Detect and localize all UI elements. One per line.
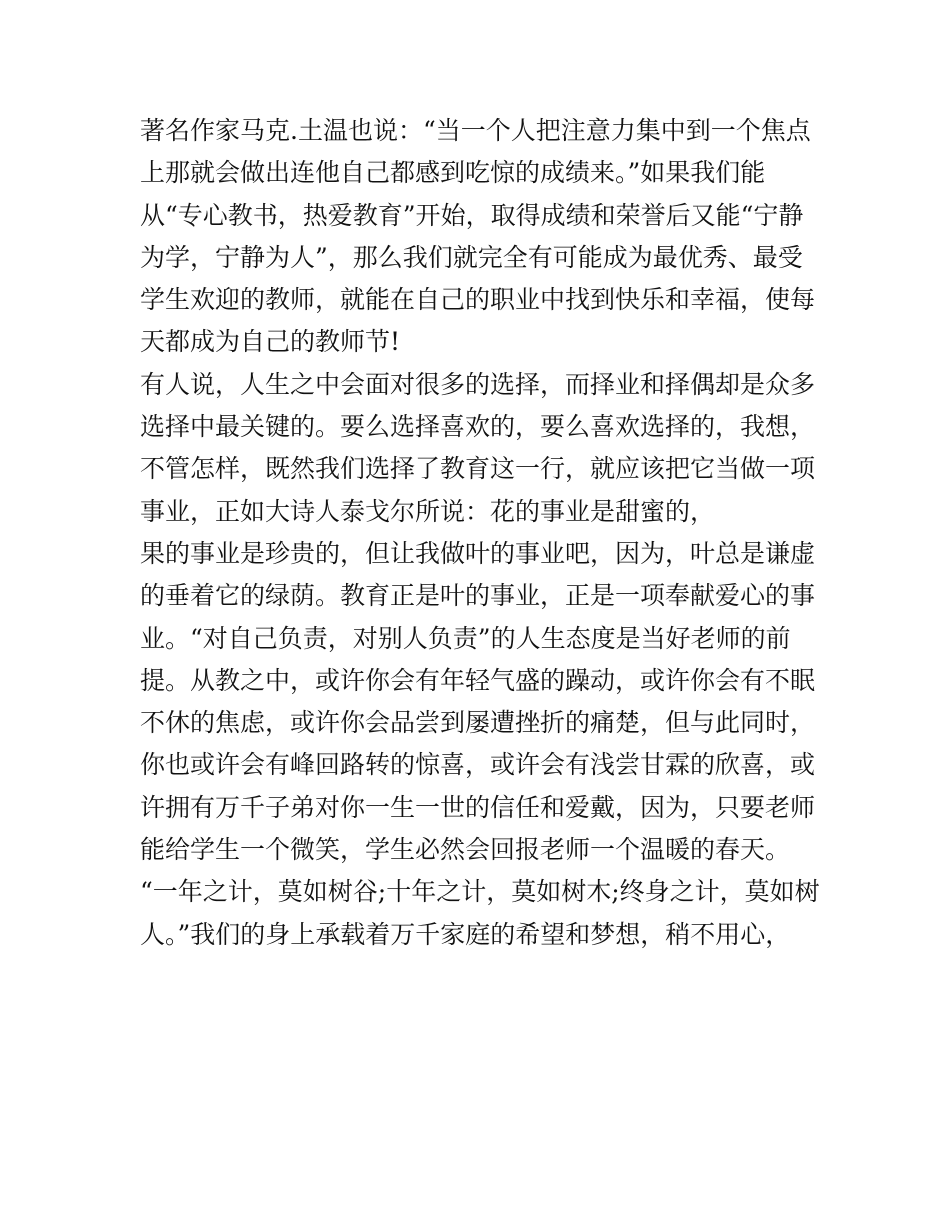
text-line: 你也或许会有峰回路转的惊喜，或许会有浅尝甘霖的欣喜，或 [140,750,816,780]
text-line: 从“专心教书，热爱教育”开始，取得成绩和荣誉后又能“宁静 [140,200,804,230]
text-line: 人。”我们的身上承载着万千家庭的希望和梦想，稍不用心， [140,919,791,949]
text-line: 果的事业是珍贵的，但让我做叶的事业吧，因为，叶总是谦虚 [140,538,816,568]
text-line: 许拥有万千子弟对你一生一世的信任和爱戴，因为，只要老师 [140,792,816,822]
text-line: 事业，正如大诗人泰戈尔所说：花的事业是甜蜜的， [140,496,716,526]
text-line: 提。从教之中，或许你会有年轻气盛的躁动，或许你会有不眠 [140,665,816,695]
text-line: 有人说，人生之中会面对很多的选择，而择业和择偶却是众多 [140,369,816,399]
text-line: “一年之计，莫如树谷;十年之计，莫如树木;终身之计，莫如树 [140,877,820,907]
text-line: 学生欢迎的教师，就能在自己的职业中找到快乐和幸福，使每 [140,285,816,315]
text-line: 上那就会做出连他自己都感到吃惊的成绩来。”如果我们能 [140,158,766,188]
text-line: 选择中最关键的。要么选择喜欢的，要么喜欢选择的，我想， [140,412,816,442]
text-line: 业。“对自己负责，对别人负责”的人生态度是当好老师的前 [140,623,791,653]
text-line: 为学，宁静为人”，那么我们就完全有可能成为最优秀、最受 [140,242,803,272]
text-line: 不管怎样，既然我们选择了教育这一行，就应该把它当做一项 [140,454,816,484]
text-line: 能给学生一个微笑，学生必然会回报老师一个温暖的春天。 [140,835,791,865]
text-line: 著名作家马克.土温也说：“当一个人把注意力集中到一个焦点 [140,116,811,145]
body-text [140,110,830,956]
text-line: 天都成为自己的教师节! [140,327,401,357]
text-line: 不休的焦虑，或许你会品尝到屡遭挫折的痛楚，但与此同时， [140,708,816,738]
text-line: 的垂着它的绿荫。教育正是叶的事业，正是一项奉献爱心的事 [140,581,816,611]
